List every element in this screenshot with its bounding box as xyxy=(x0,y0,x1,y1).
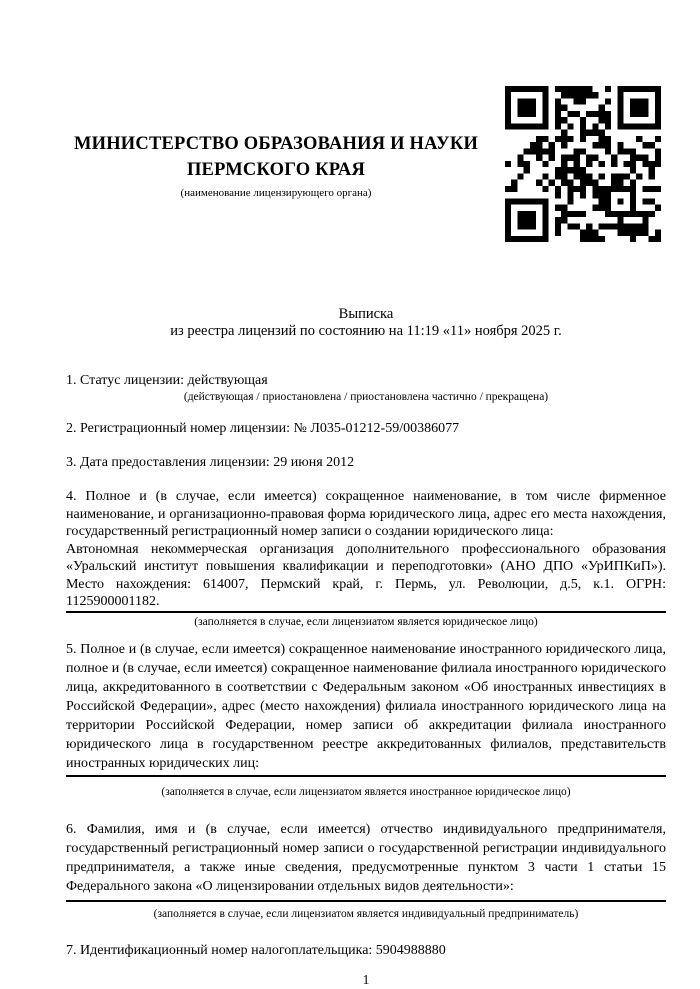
document-title-line2: из реестра лицензий по состоянию на 11:19 «11» ноября 2025 г. xyxy=(170,323,562,339)
document-title xyxy=(66,306,666,340)
license-status-text: 1. Статус лицензии: действующая xyxy=(66,373,268,388)
authority-caption: (наименование лицензирующего органа) xyxy=(180,187,372,199)
foreign-entity-label: 5. Полное и (в случае, если имеется) сокращенное наименование иностранного юридического лица, полное и (в случае, если имеется) сокращенное наименование филиала иностранного юридического лица, аккредитованного в соответствии с Федеральным законом «Об иностранных инвестициях в Российской Федерации», адрес (место нахождения) филиала иностранного юридического лица на территории Российской Федерации, номер записи об аккредитации филиала иностранного юридического лица в государственном реестре аккредитованных филиалов, представительств иностранных юридических лиц: xyxy=(66,641,666,771)
foreign-entity-fill-line xyxy=(66,775,666,777)
qr-code-icon xyxy=(505,86,661,242)
document-header xyxy=(66,0,666,242)
entrepreneur-item xyxy=(66,820,666,902)
document-title-line1: Выписка xyxy=(338,306,394,322)
registration-number-item xyxy=(66,420,666,438)
legal-entity-value: Автономная некоммерческая организация дополнительного профессионального образования «Уральский институт повышения квалификации и переподготовки» (АНО ДПО «УрИПКиП»). Место нахождения: 614007, Пермский край, г. Пермь, ул. Революции, д.5, к.1. ОГРН: 1125900001182. xyxy=(66,541,666,609)
entrepreneur-fill-line xyxy=(66,900,666,902)
taxpayer-id-text: 7. Идентификационный номер налогоплательщика: 5904988880 xyxy=(66,942,446,958)
grant-date-text: 3. Дата предоставления лицензии: 29 июня 2012 xyxy=(66,455,355,470)
ministry-name-line1: МИНИСТЕРСТВО ОБРАЗОВАНИЯ И НАУКИ xyxy=(73,134,479,154)
legal-entity-note: (заполняется в случае, если лицензиатом является юридическое лицо) xyxy=(194,615,538,628)
status-options-note: (действующая / приостановлена / приостановлена частично / прекращена) xyxy=(183,391,549,403)
legal-entity-item xyxy=(66,488,666,613)
registration-number-text: 2. Регистрационный номер лицензии: № Л035-01212-59/00386077 xyxy=(66,421,460,436)
page-number: 1 xyxy=(362,971,370,987)
license-status-item xyxy=(66,372,666,390)
foreign-entity-note: (заполняется в случае, если лицензиатом является иностранное юридическое лицо) xyxy=(161,785,571,798)
licensing-authority-block xyxy=(66,86,486,200)
legal-entity-fill-line xyxy=(66,611,666,613)
ministry-name-line2: ПЕРМСКОГО КРАЯ xyxy=(186,160,366,180)
foreign-entity-item xyxy=(66,640,666,777)
grant-date-item xyxy=(66,454,666,472)
legal-entity-label: 4. Полное и (в случае, если имеется) сокращенное наименование, в том числе фирменное наименование, и организационно-правовая форма юридического лица, адрес его места нахождения, государственный регистрационный номер записи о создании юридического лица: xyxy=(66,489,666,539)
entrepreneur-label: 6. Фамилия, имя и (в случае, если имеется) отчество индивидуального предпринимателя, государственный регистрационный номер записи о государственной регистрации индивидуального предпринимателя, а также иные сведения, предусмотренные пунктом 3 части 1 статьи 15 Федерального закона «О лицензировании отдельных видов деятельности»: xyxy=(66,821,666,894)
entrepreneur-note: (заполняется в случае, если лицензиатом является индивидуальный предприниматель) xyxy=(153,907,579,920)
taxpayer-id-item xyxy=(66,942,666,960)
